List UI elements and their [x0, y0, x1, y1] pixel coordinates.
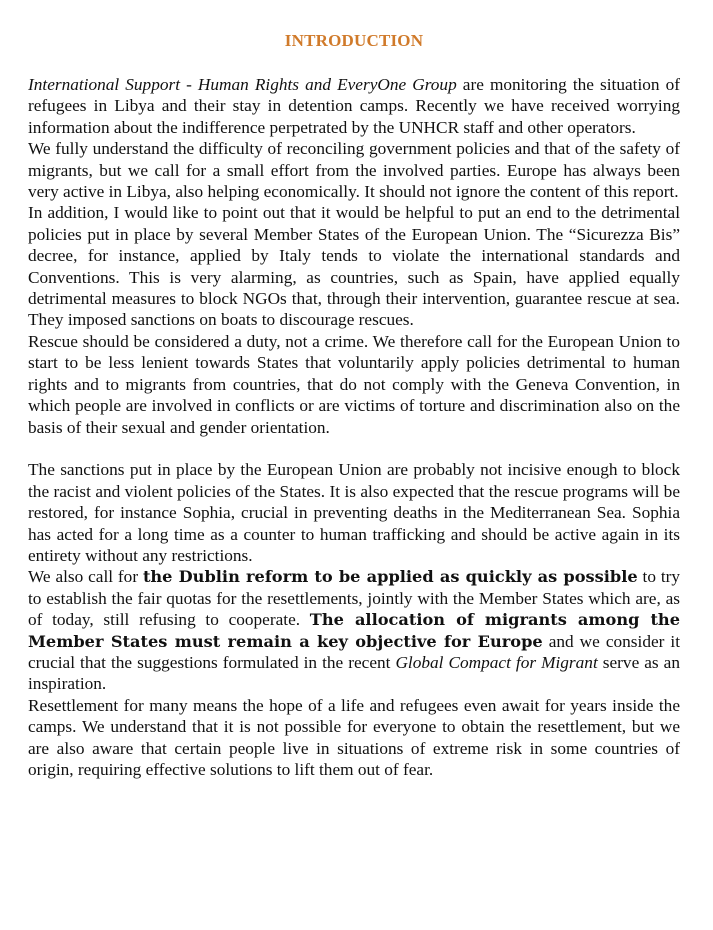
p6-bold-dublin: the Dublin reform to be applied as quickly as possible: [142, 567, 638, 587]
paragraph-6: [28, 566, 680, 694]
paragraph-5: The sanctions put in place by the European Union are probably not incisive enough to block the racist and violent policies of the States. It is also expected that the rescue programs will be restored, for instance Sophia, crucial in preventing deaths in the Mediterranean Sea. Sophia has acted for a long time as a counter to human trafficking and should be active again in its entirety without any restrictions.: [28, 460, 680, 565]
paragraph-4: Rescue should be considered a duty, not a crime. We therefore call for the European Union to start to be less lenient towards States that voluntarily apply policies detrimental to human rights and to migrants from countries, that do not comply with the Geneva Convention, in which people are involved in conflicts or are victims of torture and discrimination also on the basis of their sexual and gender orientation.: [28, 331, 680, 437]
document-page: [28, 30, 680, 780]
paragraph-3: In addition, I would like to point out that it would be helpful to put an end to the detrimental policies put in place by several Member States of the European Union. The “Sicurezza Bis” decree, for instance, applied by Italy tends to violate the international standards and Conventions. This is very alarming, as countries, such as Spain, have applied equally detrimental measures to block NGOs that, through their intervention, guarantee rescue at sea. They imposed sanctions on boats to discourage rescues.: [28, 203, 680, 330]
p6-text-c: to try to establish the fair quotas for the resettlements, jointly with the Member States which are, as of today, still refusing to cooperate.: [28, 567, 681, 630]
paragraph-7: Resettlement for many means the hope of a life and refugees even await for years inside the camps. We understand that it is not possible for everyone to obtain the resettlement, but we are also aware that certain people live in situations of extreme risk in some countries of origin, requiring effective solutions to lift them out of fear.: [28, 695, 680, 779]
paragraph-1-text: are monitoring the situation of refugees in Libya and their stay in detention camps. Recently we have received worrying information about the indifference perpetrated by the UNHCR staff and other operators.: [28, 75, 680, 137]
paragraph-gap: [28, 438, 680, 459]
p6-text-g: serve as an inspiration.: [28, 652, 680, 694]
paragraph-1: [28, 74, 680, 138]
page-title: INTRODUCTION: [284, 31, 424, 50]
p6-text-e: and we consider it crucial that the suggestions formulated in the recent: [28, 631, 680, 672]
p6-italic-global-compact: Global Compact for Migrant: [395, 652, 598, 672]
org-name-everyone: EveryOne Group: [337, 75, 457, 94]
paragraph-2: We fully understand the difficulty of reconciling government policies and that of the safety of migrants, but we call for a small effort from the involved parties. Europe has always been very active in Libya, also helping economically. It should not ignore the content of this report.: [28, 139, 680, 202]
p6-text-a: We also call for: [28, 567, 143, 587]
org-name-italic: International Support - Human Rights and: [28, 75, 338, 94]
p6-bold-allocation: The allocation of migrants among the Member States must remain a key objective for Europe: [28, 610, 680, 651]
